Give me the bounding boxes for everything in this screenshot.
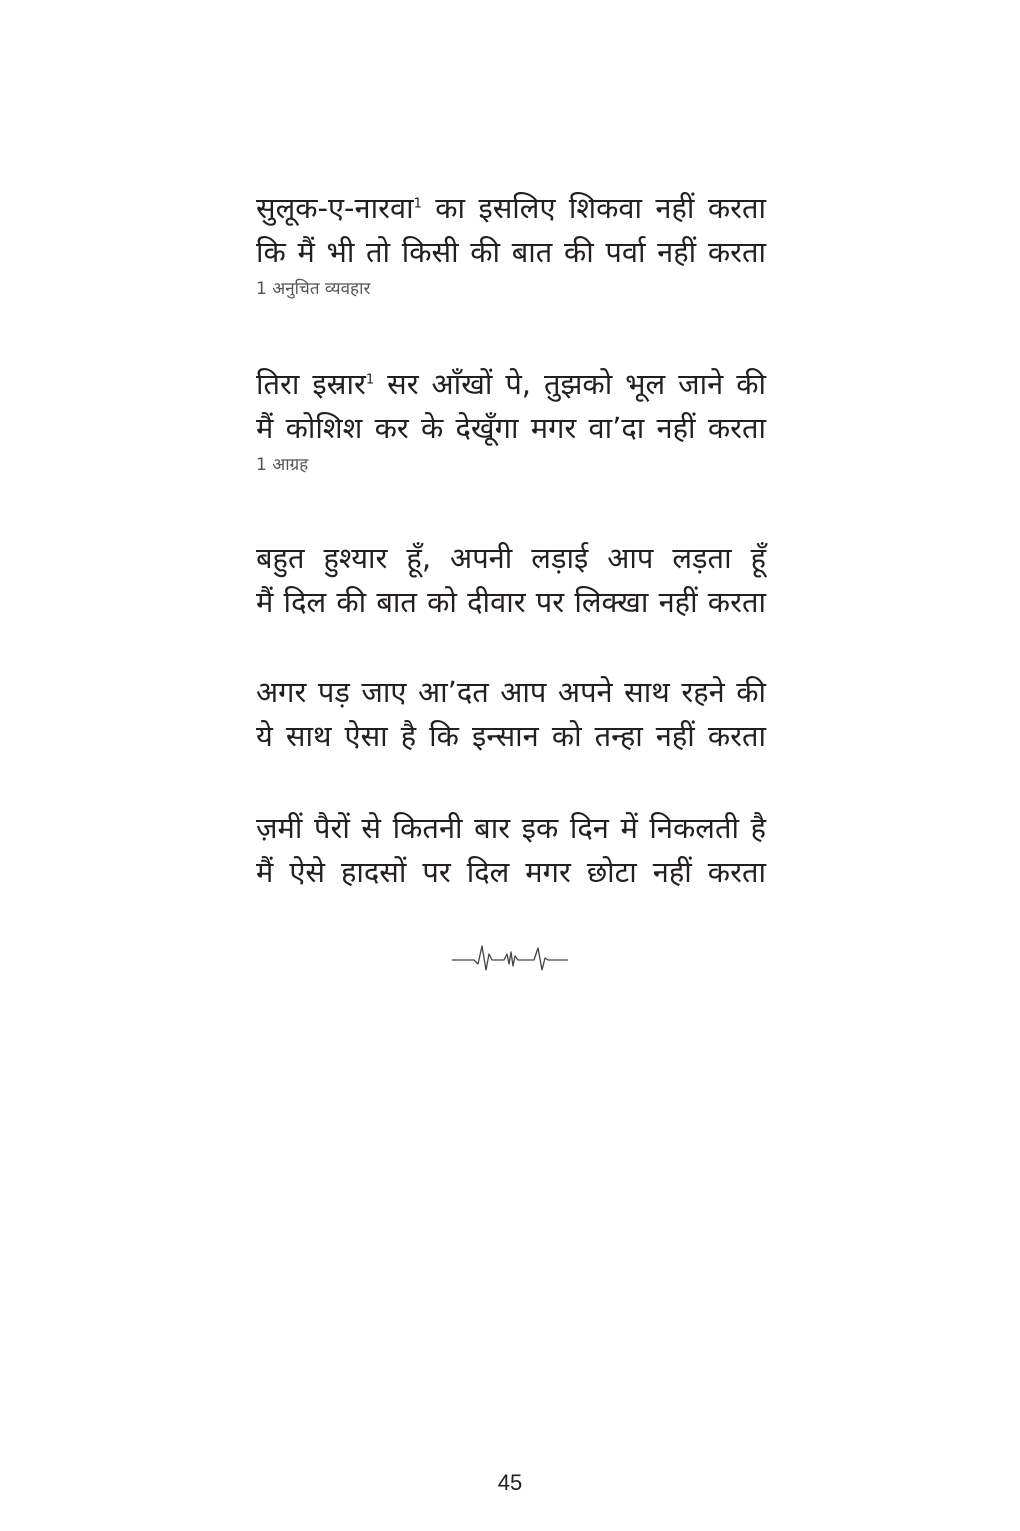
heartbeat-line-icon — [452, 940, 568, 976]
line-text: सुलूक-ए-नारवा — [256, 191, 414, 225]
line-text: का इसलिए शिकवा नहीं करता — [421, 191, 766, 225]
stanza-5-line-2: मैं ऐसे हादसों पर दिल मगर छोटा नहीं करता — [256, 855, 766, 889]
stanza-3-line-2: मैं दिल की बात को दीवार पर लिक्खा नहीं करता — [256, 585, 766, 619]
stanza-3 — [256, 536, 766, 624]
footnote-marker: 1 — [413, 196, 422, 212]
page-number: 45 — [497, 1470, 523, 1495]
stanza-1 — [256, 186, 766, 302]
stanza-4-line-2: ये साथ ऐसा है कि इन्सान को तन्हा नहीं करता — [256, 719, 767, 753]
line-text: तिरा इस्रार — [256, 367, 366, 401]
stanza-5 — [256, 806, 766, 894]
stanza-4 — [256, 670, 766, 758]
stanza-2 — [256, 362, 766, 478]
stanza-1-line-2: कि मैं भी तो किसी की बात की पर्वा नहीं करता — [256, 235, 766, 269]
footnote-marker: 1 — [365, 372, 375, 388]
stanza-2-line-1 — [256, 362, 766, 406]
stanza-1-footnote: 1 अनुचित व्यवहार — [256, 279, 371, 299]
stanza-2-line-2: मैं कोशिश कर के देखूँगा मगर वा’दा नहीं करता — [256, 411, 766, 445]
stanza-4-line-1: अगर पड़ जाए आ’दत आप अपने साथ रहने की — [256, 675, 766, 709]
stanza-1-line-1 — [256, 186, 766, 230]
stanza-3-line-1: बहुत हुश्यार हूँ, अपनी लड़ाई आप लड़ता हूँ — [256, 541, 766, 575]
line-text: सर आँखों पे, तुझको भूल जाने की — [374, 367, 767, 401]
stanza-2-footnote: 1 आग्रह — [256, 455, 309, 475]
stanza-5-line-1: ज़मीं पैरों से कितनी बार इक दिन में निकलती है — [256, 811, 766, 845]
